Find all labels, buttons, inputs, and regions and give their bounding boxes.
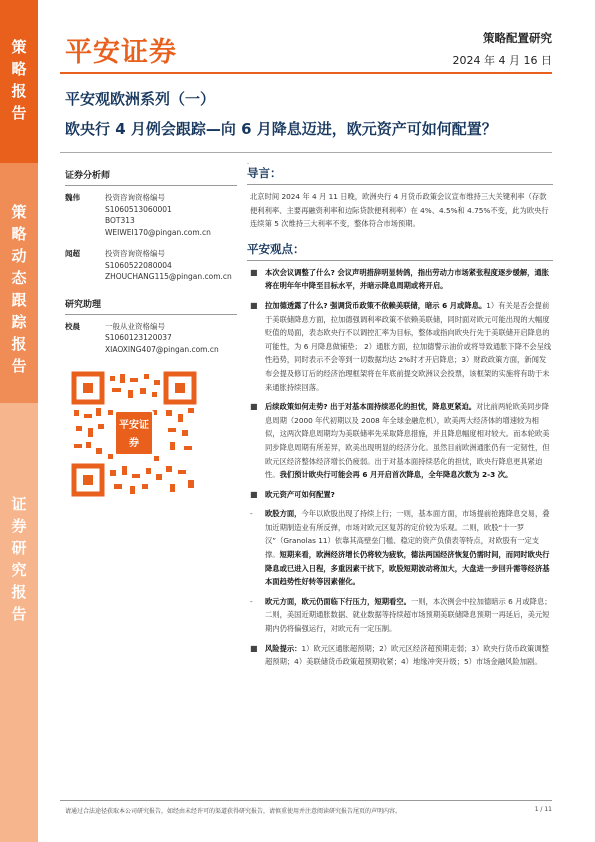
- sidebar-block-report-type: [0, 0, 38, 163]
- view-bullet: [247, 400, 553, 482]
- risk-bullet: [247, 642, 553, 669]
- title-divider: [60, 152, 552, 153]
- company-logo: 平安证券: [65, 37, 177, 68]
- report-title: 欧央行 4 月例会跟踪—向 6 月降息迈进，欧元资产可如何配置？: [65, 120, 497, 138]
- header-divider: [60, 72, 552, 74]
- marker-dash: -: [247, 160, 250, 167]
- intro-paragraph: 北京时间 2024 年 4 月 11 日晚，欧洲央行 4 月货币政策会议宣布维持三大关键利率（存款便利利率、主要再融资利率和边际贷款便利利率）在 4%、4.5%和 4.75%不变，此为欧央行连续第 5 次维持三大利率不变，整体符合市场预期。: [250, 192, 549, 229]
- sub-view-bold-conclusion: 短期来看，欧洲经济增长仍将较为疲软，德法两国经济恢复仍需时间，而同时欧央行降息或已进入日程，多重因素干扰下，欧股短期波动将加大，大盘进一步回升需等经济基本面趋势性好转等因素催化。: [265, 550, 550, 587]
- intro-divider: [247, 184, 553, 185]
- views-heading: 平安观点：: [247, 241, 305, 256]
- assistant-info: [105, 321, 219, 356]
- analyst-code: BOT313: [105, 216, 135, 225]
- assistant-heading-divider: [65, 314, 237, 315]
- analyst-entry: [65, 248, 237, 283]
- analyst-entry: [65, 192, 237, 238]
- sub-view-lead: 欧股方面，: [265, 509, 302, 519]
- assistant-heading: 研究助理: [65, 299, 102, 310]
- view-body-text: 1）有关是否会提前于美联储降息方面，拉加德强调利率政策不依赖美联储，同时面对欧元可能出现的大幅度贬值的局面，表态欧央行不以调控汇率为目标，整体或指向欧央行先于美联储开启降息的可能性，为 6 月降息做铺垫； 2）通胀方面，拉加德警示油价或将导致通胀下降不会呈线性趋势，同时表示不会等到一切数据均达 2%时才开启降息；3）财政政策方面，新闻发布会提及修订后的经济治理框架将在年底前提交欧洲议会投票，该框架的实施将有助于未来通胀持续回落。: [265, 300, 552, 392]
- view-bold-text: 本次会议调整了什么? 会议声明措辞明显转鸽，指出劳动力市场紧张程度逐步缓解，通胀将在明年年中降至目标水平，并暗示降息周期或将开启。: [265, 267, 550, 291]
- view-body-text: 对比前两轮欧美同步降息周期（2000 年代初期以及 2008 年全球金融危机），欧美两大经济体的增速较为相似，这两次降息周期均为美联储率先采取降息措施，并且降息幅度相对较大。而本轮欧美同步降息周期有所差异，欧美出现明显的经济分化。虽然目前欧洲通胀仍有一定韧性，但欧元区经济整体经济增长仍疲弱。出于对基本面持续恶化的担忧，欧央行降息更具紧迫性。: [265, 402, 550, 480]
- analyst-heading: 证券分析师: [65, 171, 111, 181]
- view-bold-text: 后续政策如何走势? 出于对基本面持续恶化的担忧，降息更紧迫。: [265, 402, 477, 412]
- analyst-license-number: S1060522080004: [105, 260, 172, 270]
- assistant-license-label: 一般从业资格编号: [105, 321, 165, 331]
- analyst-column: [65, 168, 237, 365]
- bullet-dash-icon: -: [250, 509, 253, 519]
- bullet-square-icon: ■: [250, 489, 258, 499]
- left-sidebar: [0, 0, 38, 842]
- risk-lead: 风险提示：: [265, 643, 302, 653]
- sidebar-block-tracking: [0, 163, 38, 403]
- footer-disclaimer: 请通过合法途径获取本公司研究报告，如经由未经许可的渠道获得研究报告，请慎重使用并注意阅读研究报告尾页的声明内容。: [65, 808, 402, 815]
- view-bold-text: 拉加德透露了什么? 强调货币政策不依赖美联储，暗示 6 月或降息。: [265, 300, 487, 310]
- sub-view-lead: 欧元方面，欧元仍面临下行压力，短期看空。: [265, 596, 411, 606]
- analyst-email[interactable]: ZHOUCHANG115@pingan.com.cn: [105, 272, 232, 281]
- bullet-square-icon: ■: [250, 643, 258, 653]
- sidebar-label-strategy-report: 策略报告: [11, 38, 27, 122]
- analyst-license-number: S1060513060001: [105, 204, 172, 214]
- sidebar-block-securities: [0, 403, 38, 842]
- bullet-dash-icon: -: [250, 596, 253, 606]
- bullet-square-icon: ■: [250, 267, 258, 277]
- assistant-license-number: S1060123120037: [105, 333, 172, 342]
- analyst-name: 闻超: [65, 249, 80, 258]
- analyst-heading-divider: [65, 185, 237, 186]
- sub-view-bullet: [247, 507, 553, 589]
- bullet-square-icon: ■: [250, 300, 258, 310]
- intro-heading: 导言：: [247, 166, 282, 180]
- sidebar-label-tracking: 策略动态跟踪报告: [11, 203, 27, 375]
- analyst-name: 魏伟: [65, 193, 80, 202]
- sub-view-body: 一则，本次例会中拉加德暗示 6 月或降息；二则，美国近期通胀数据、就业数据等持续超市场预期美联储降息预期一再延后，美元短期内仍将偏强运行，对欧元有一定压制。: [265, 596, 552, 634]
- sidebar-label-securities: 证券研究报告: [11, 495, 27, 623]
- footer-divider: [60, 800, 552, 801]
- analyst-email[interactable]: WEIWEI170@pingan.com.cn: [105, 227, 211, 237]
- sub-view-body: 今年以欧股出现了持续上行；一则，基本面方面，市场提前抢跑降息交易，叠加近期制造业有所反弹，市场对欧元区复苏的定价较为乐观。二则，欧股“十一罗汉”（Granolas 11）依靠其高壁垒门槛、稳定的资产负债表等特点，对欧股有一定支撑。: [265, 509, 550, 560]
- view-bold-text: 欧元资产可如何配置?: [265, 489, 335, 499]
- analyst-license-label: 投资咨询资格编号: [105, 249, 165, 258]
- bullet-square-icon: ■: [250, 402, 258, 412]
- analyst-license-label: 投资咨询资格编号: [105, 193, 165, 202]
- analyst-info: [105, 248, 232, 283]
- view-bullet: [247, 299, 553, 394]
- main-column: [247, 165, 553, 675]
- analyst-info: [105, 192, 211, 238]
- sub-view-bullet: [247, 595, 553, 636]
- risk-body: 1）欧元区通胀超预期；2）欧元区经济超预期走弱；3）欧央行货币政策调整超预期；4）美联储货币政策超预期收紧；4）地缘冲突升级；5）市场金融风险加剧。: [265, 643, 549, 667]
- assistant-name: 校晨: [65, 321, 80, 331]
- report-type: 策略配置研究: [483, 31, 552, 45]
- report-date: 2024 年 4 月 16 日: [452, 54, 552, 67]
- view-bold-conclusion: 我们预计欧央行可能会再 6 月开启首次降息，全年降息次数为 2-3 次。: [279, 470, 513, 480]
- assistant-email[interactable]: XIAOXING407@pingan.com.cn: [105, 344, 219, 354]
- qr-center-logo: 平安证券: [114, 410, 154, 456]
- view-bullet: [247, 266, 553, 293]
- page-number: 1 / 11: [534, 806, 552, 813]
- views-divider: [247, 260, 553, 261]
- assistant-entry: [65, 321, 237, 356]
- view-bullet: [247, 488, 553, 502]
- series-title: 平安观欧洲系列（一）: [65, 90, 216, 108]
